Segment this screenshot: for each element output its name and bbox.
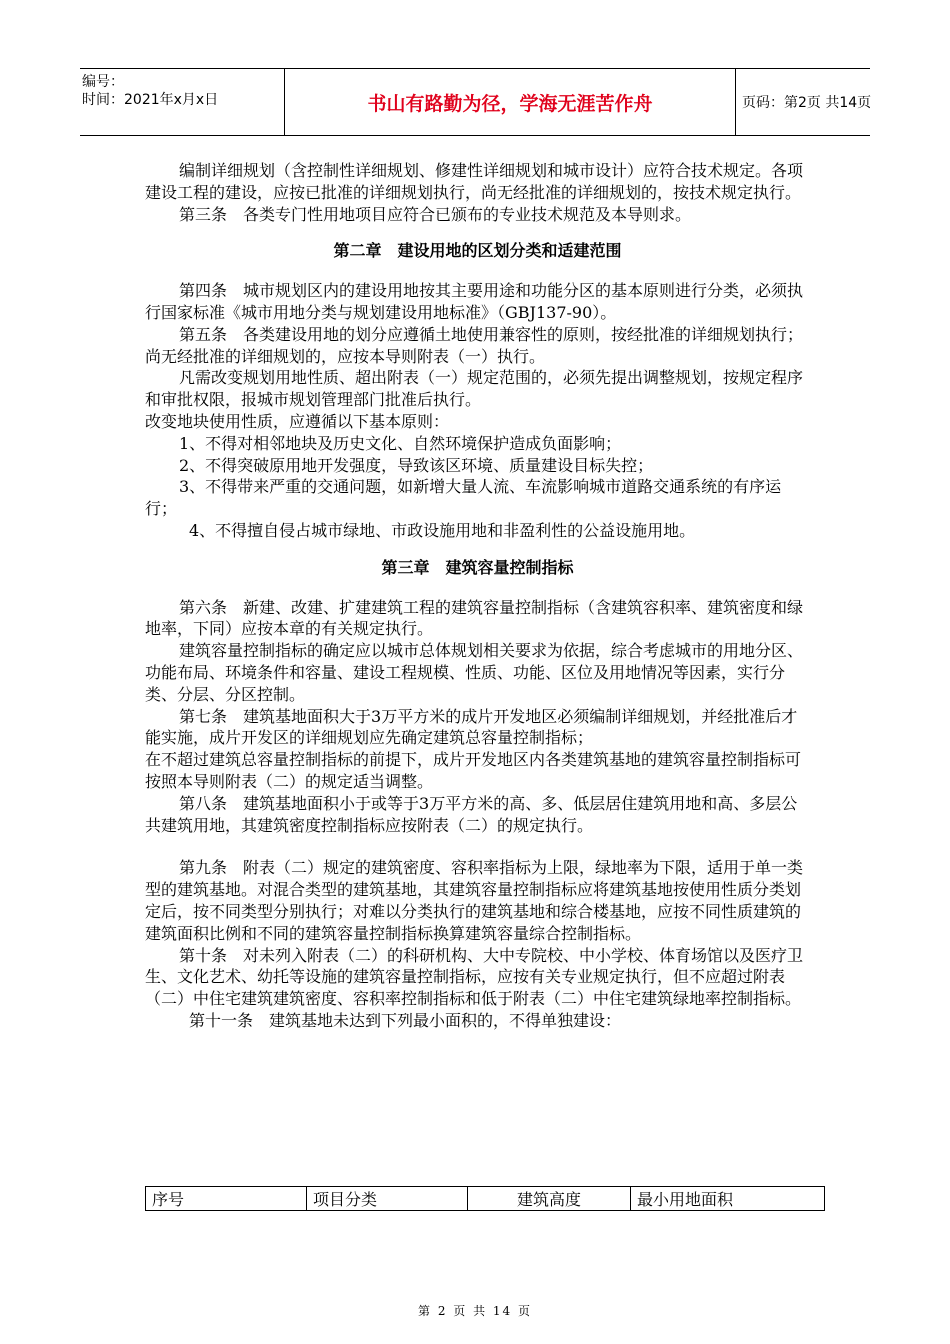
paragraph: 在不超过建筑总容量控制指标的前提下，成片开发地区内各类建筑基地的建筑容量控制指标可按照本导则附表（二）的规定适当调整。 [145, 750, 802, 791]
article-text: 附表（二）规定的建筑密度、容积率指标为上限，绿地率为下限，适用于单一类型的建筑基地。对混合类型的建筑基地，其建筑容量控制指标应将建筑基地按使用性质分类划定后，按不同类型分别执行；对难以分类执行的建筑基地和综合楼基地，应按不同性质建筑的建筑面积比例和不同的建筑容量控制指标换算建筑容量综合控制指标。 [145, 858, 804, 943]
article-label: 第十条 [179, 945, 228, 965]
article-8 [145, 793, 810, 837]
paragraph: 建筑容量控制指标的确定应以城市总体规划相关要求为依据，综合考虑城市的用地分区、功能布局、环境条件和容量、建设工程规模、性质、功能、区位及用地情况等因素，实行分类、分层、分区控制。 [145, 641, 804, 704]
article-6 [145, 597, 810, 641]
header-page-label: 页码：第2页 共14页 [742, 95, 872, 111]
article-10 [145, 945, 810, 1010]
article-text: 建筑基地面积小于或等于3万平方米的高、多、低层居住建筑用地和高、多层公共建筑用地，其建筑密度控制指标应按附表（二）的规定执行。 [145, 793, 798, 835]
number-label: 编号： [82, 74, 124, 90]
article-label: 第五条 [179, 324, 228, 344]
article-text: 城市规划区内的建设用地按其主要用途和功能分区的基本原则进行分类，必须执行国家标准《城市用地分类与规划建设用地标准》（GBJ137-90）。 [145, 281, 804, 322]
article-label: 第九条 [179, 858, 228, 878]
article-text: 建筑基地面积大于3万平方米的成片开发地区必须编制详细规划，并经批准后才能实施，成片开发区的详细规划应先确定建筑总容量控制指标； [145, 706, 798, 748]
document-body [145, 160, 810, 1032]
article-label: 第八条 [179, 793, 228, 813]
paragraph: 编制详细规划（含控制性详细规划、修建性详细规划和城市设计）应符合技术规定。各项建设工程的建设，应按已批准的详细规划执行，尚无经批准的详细规划的，按技术规定执行。 [145, 161, 804, 202]
header-motto: 书山有路勤为径，学海无涯苦作舟 [284, 69, 736, 135]
table-header-cell: 最小用地面积 [631, 1187, 825, 1211]
article-text: 新建、改建、扩建建筑工程的建筑容量控制指标（含建筑容积率、建筑密度和绿地率，下同）应按本章的有关规定执行。 [145, 597, 804, 639]
paragraph: 改变地块使用性质，应遵循以下基本原则： [145, 411, 450, 431]
table-header-cell: 项目分类 [307, 1187, 468, 1211]
article-label: 第七条 [179, 706, 228, 726]
paragraph: 凡需改变规划用地性质、超出附表（一）规定范围的，必须先提出调整规划，按规定程序和审批权限，报城市规划管理部门批准后执行。 [145, 368, 804, 410]
article-label: 第三条 [179, 204, 228, 224]
article-11 [145, 1010, 810, 1032]
table-header-cell: 序号 [146, 1187, 307, 1211]
list-item: 1、不得对相邻地块及历史文化、自然环境保护造成负面影响； [179, 433, 622, 453]
time-label: 时间：2021年x月x日 [82, 92, 219, 108]
page-header [80, 68, 870, 136]
chapter-heading: 第三章 建筑容量控制指标 [381, 557, 574, 577]
min-area-table [145, 1186, 825, 1211]
article-4 [145, 280, 810, 324]
article-7 [145, 706, 810, 750]
article-5 [145, 324, 810, 368]
list-item: 2、不得突破原用地开发强度，导致该区环境、质量建设目标失控； [179, 455, 654, 475]
article-9 [145, 857, 810, 944]
spacer [145, 836, 810, 857]
table-header-cell: 建筑高度 [468, 1187, 631, 1211]
article-3 [145, 204, 810, 226]
article-text: 各类建设用地的划分应遵循土地使用兼容性的原则，按经批准的详细规划执行；尚无经批准的详细规划的，应按本导则附表（一）执行。 [145, 324, 804, 366]
chapter-heading: 第二章 建设用地的区划分类和适建范围 [333, 241, 622, 261]
article-text: 各类专门性用地项目应符合已颁布的专业技术规范及本导则求。 [243, 204, 692, 224]
article-text: 对未列入附表（二）的科研机构、大中专院校、中小学校、体育场馆以及医疗卫生、文化艺术、幼托等设施的建筑容量控制指标，应按有关专业规定执行，但不应超过附表（二）中住宅建筑建筑密度、容积率控制指标和低于附表（二）中住宅建筑绿地率控制指标。 [145, 945, 804, 1009]
article-text: 建筑基地未达到下列最小面积的，不得单独建设： [269, 1010, 622, 1030]
table-header-row [146, 1187, 825, 1211]
list-item: 4、不得擅自侵占城市绿地、市政设施用地和非盈利性的公益设施用地。 [189, 520, 696, 540]
header-info [80, 69, 286, 139]
list-item: 3、不得带来严重的交通问题，如新增大量人流、车流影响城市道路交通系统的有序运行； [145, 477, 782, 519]
article-label: 第六条 [179, 597, 228, 617]
article-label: 第十一条 [189, 1010, 254, 1030]
article-label: 第四条 [179, 281, 228, 301]
page-footer: 第 2 页 共 14 页 [418, 1304, 532, 1318]
